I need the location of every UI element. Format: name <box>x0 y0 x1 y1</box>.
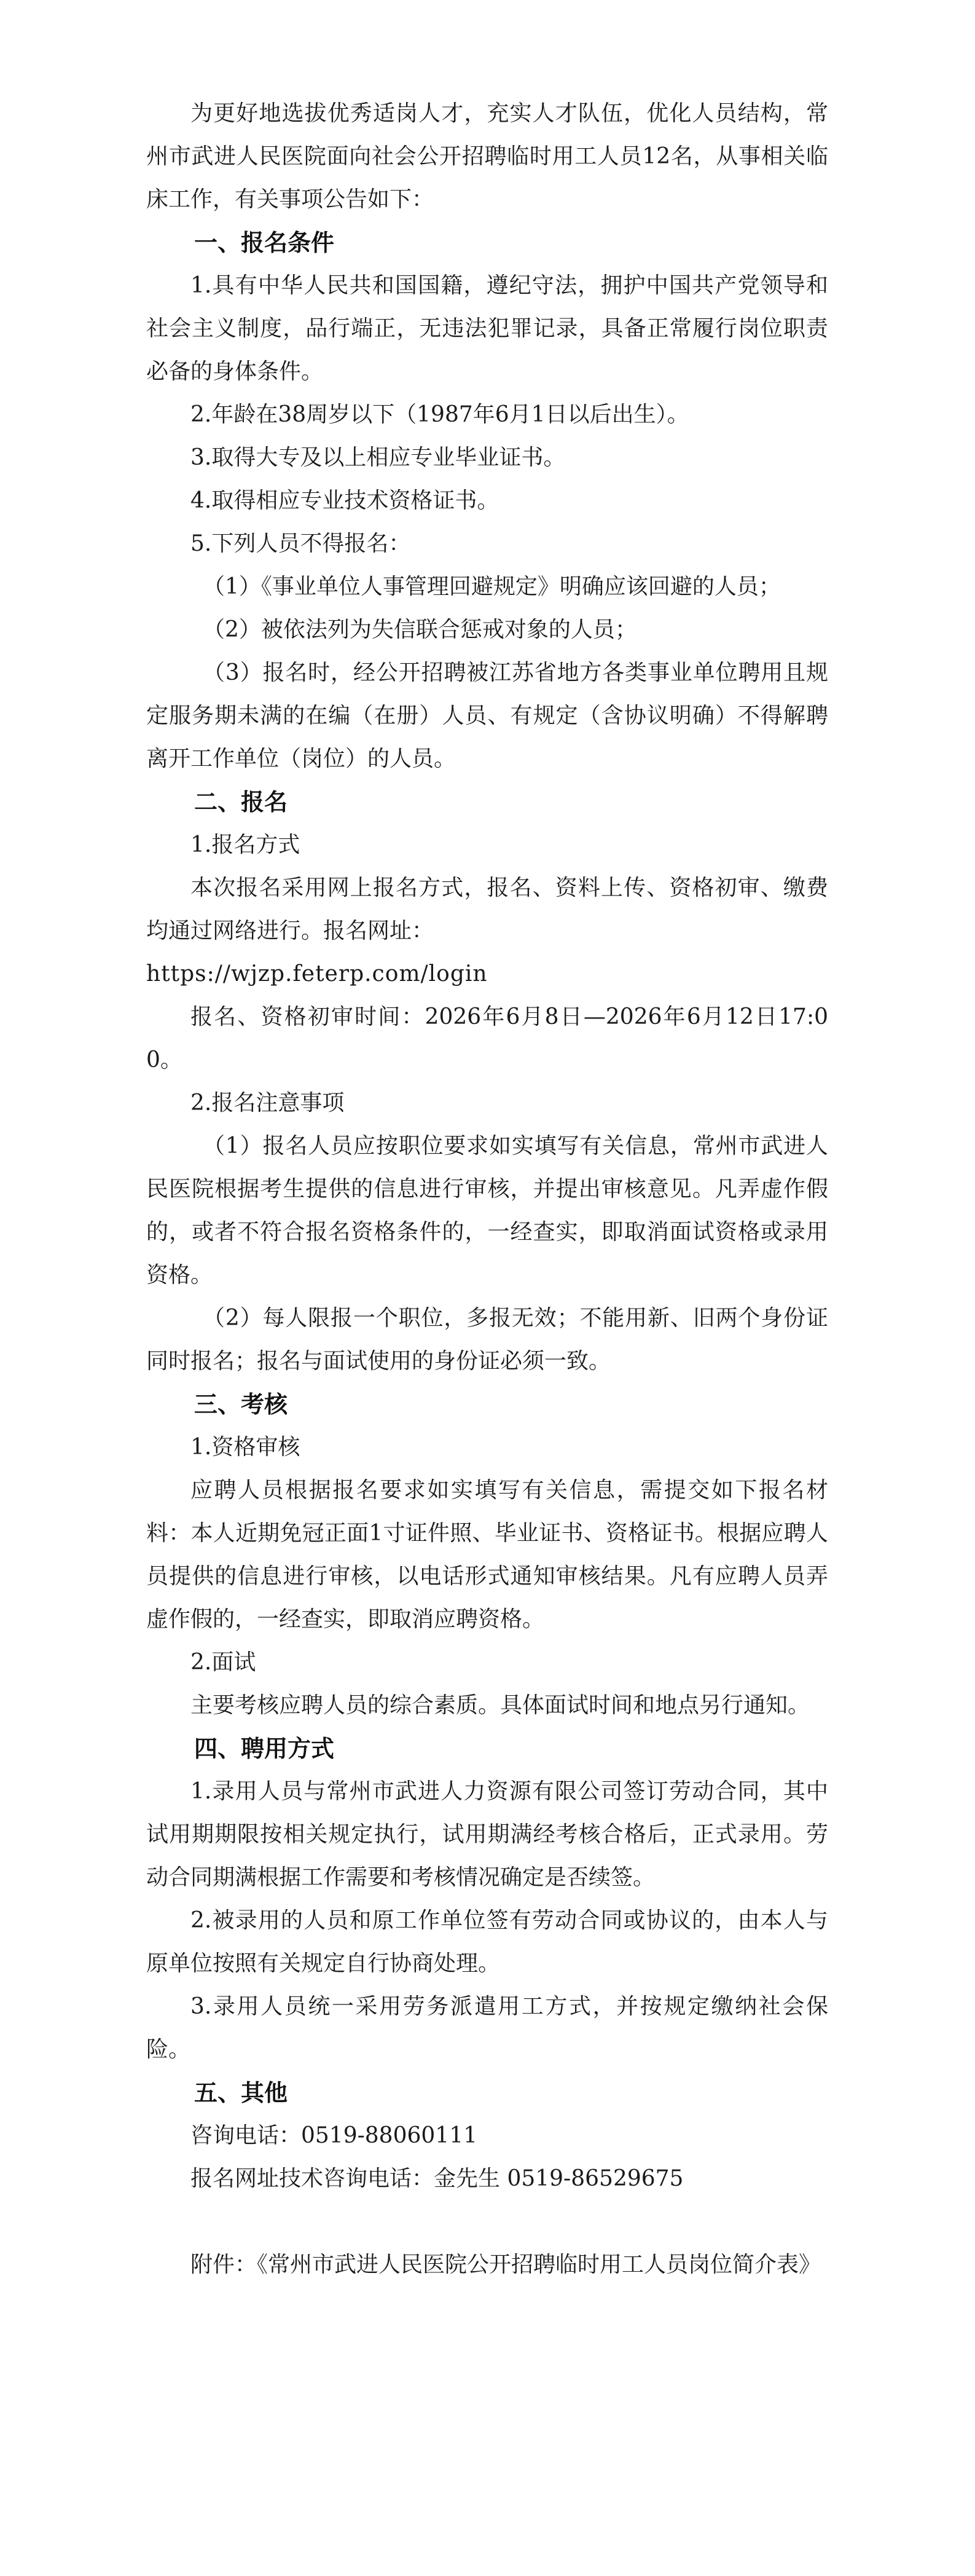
review-text: 应聘人员根据报名要求如实填写有关信息，需提交如下报名材料：本人近期免冠正面1寸证件照、毕业证书、资格证书。根据应聘人员提供的信息进行审核，以电话形式通知审核结果。凡有应聘人员弄虚作假的，一经查实，即取消应聘资格。 <box>146 1478 828 1632</box>
employment-item: 2.被录用的人员和原工作单位签有劳动合同或协议的，由本人与原单位按照有关规定自行协商处理。 <box>146 1908 828 1976</box>
registration-notes-title: 2.报名注意事项 <box>190 1090 345 1116</box>
registration-method-text: 本次报名采用网上报名方式，报名、资料上传、资格初审、缴费均通过网络进行。报名网址： <box>146 875 828 943</box>
employment-item: 3.录用人员统一采用劳务派遣用工方式，并按规定缴纳社会保险。 <box>146 1994 828 2062</box>
excluded-item: （3）报名时，经公开招聘被江苏省地方各类事业单位聘用且规定服务期未满的在编（在册）人员、有规定（含协议明确）不得解聘离开工作单位（岗位）的人员。 <box>146 660 828 771</box>
registration-note-item: （1）报名人员应按职位要求如实填写有关信息，常州市武进人民医院根据考生提供的信息进行审核，并提出审核意见。凡弄虚作假的，或者不符合报名资格条件的，一经查实，即取消面试资格或录用资格。 <box>146 1133 828 1288</box>
consult-phone: 咨询电话：0519-88060111 <box>190 2123 478 2148</box>
registration-note-item: （2）每人限报一个职位，多报无效；不能用新、旧两个身份证同时报名；报名与面试使用的身份证必须一致。 <box>146 1306 828 1374</box>
spacer <box>146 2200 828 2243</box>
requirement-item: 4.取得相应专业技术资格证书。 <box>190 488 499 513</box>
requirement-item: 2.年龄在38周岁以下（1987年6月1日以后出生）。 <box>190 402 689 427</box>
intro-paragraph: 为更好地选拔优秀适岗人才，充实人才队伍，优化人员结构，常州市武进人民医院面向社会公开招聘临时用工人员12名，从事相关临床工作，有关事项公告如下： <box>146 101 828 212</box>
requirement-item: 3.取得大专及以上相应专业毕业证书。 <box>190 445 566 470</box>
registration-url-link[interactable]: https://wjzp.feterp.com/login <box>146 961 488 987</box>
requirement-item: 1.具有中华人民共和国国籍，遵纪守法，拥护中国共产党领导和社会主义制度，品行端正，无违法犯罪记录，具备正常履行岗位职责必备的身体条件。 <box>146 273 828 384</box>
excluded-item: （2）被依法列为失信联合惩戒对象的人员； <box>203 617 637 642</box>
interview-text: 主要考核应聘人员的综合素质。具体面试时间和地点另行通知。 <box>190 1693 810 1718</box>
section-heading-employment: 四、聘用方式 <box>194 1735 335 1762</box>
section-heading-requirements: 一、报名条件 <box>194 229 335 256</box>
registration-time-text: 报名、资格初审时间：2026年6月8日—2026年6月12日17:00。 <box>146 1004 828 1073</box>
announcement-body <box>146 92 828 2286</box>
excluded-item: （1）《事业单位人事管理回避规定》明确应该回避的人员； <box>203 574 781 599</box>
section-heading-assessment: 三、考核 <box>194 1391 288 1418</box>
attachment-note: 附件：《常州市武进人民医院公开招聘临时用工人员岗位简介表》 <box>190 2252 821 2277</box>
review-title: 1.资格审核 <box>190 1435 300 1460</box>
tech-support-phone: 报名网址技术咨询电话：金先生 0519-86529675 <box>190 2166 684 2191</box>
section-heading-other: 五、其他 <box>194 2079 288 2106</box>
requirement-item: 5.下列人员不得报名： <box>190 531 411 556</box>
interview-title: 2.面试 <box>190 1650 256 1675</box>
registration-method-title: 1.报名方式 <box>190 832 300 857</box>
section-heading-registration: 二、报名 <box>194 789 288 816</box>
employment-item: 1.录用人员与常州市武进人力资源有限公司签订劳动合同，其中试用期期限按相关规定执行，试用期满经考核合格后，正式录用。劳动合同期满根据工作需要和考核情况确定是否续签。 <box>146 1779 828 1890</box>
